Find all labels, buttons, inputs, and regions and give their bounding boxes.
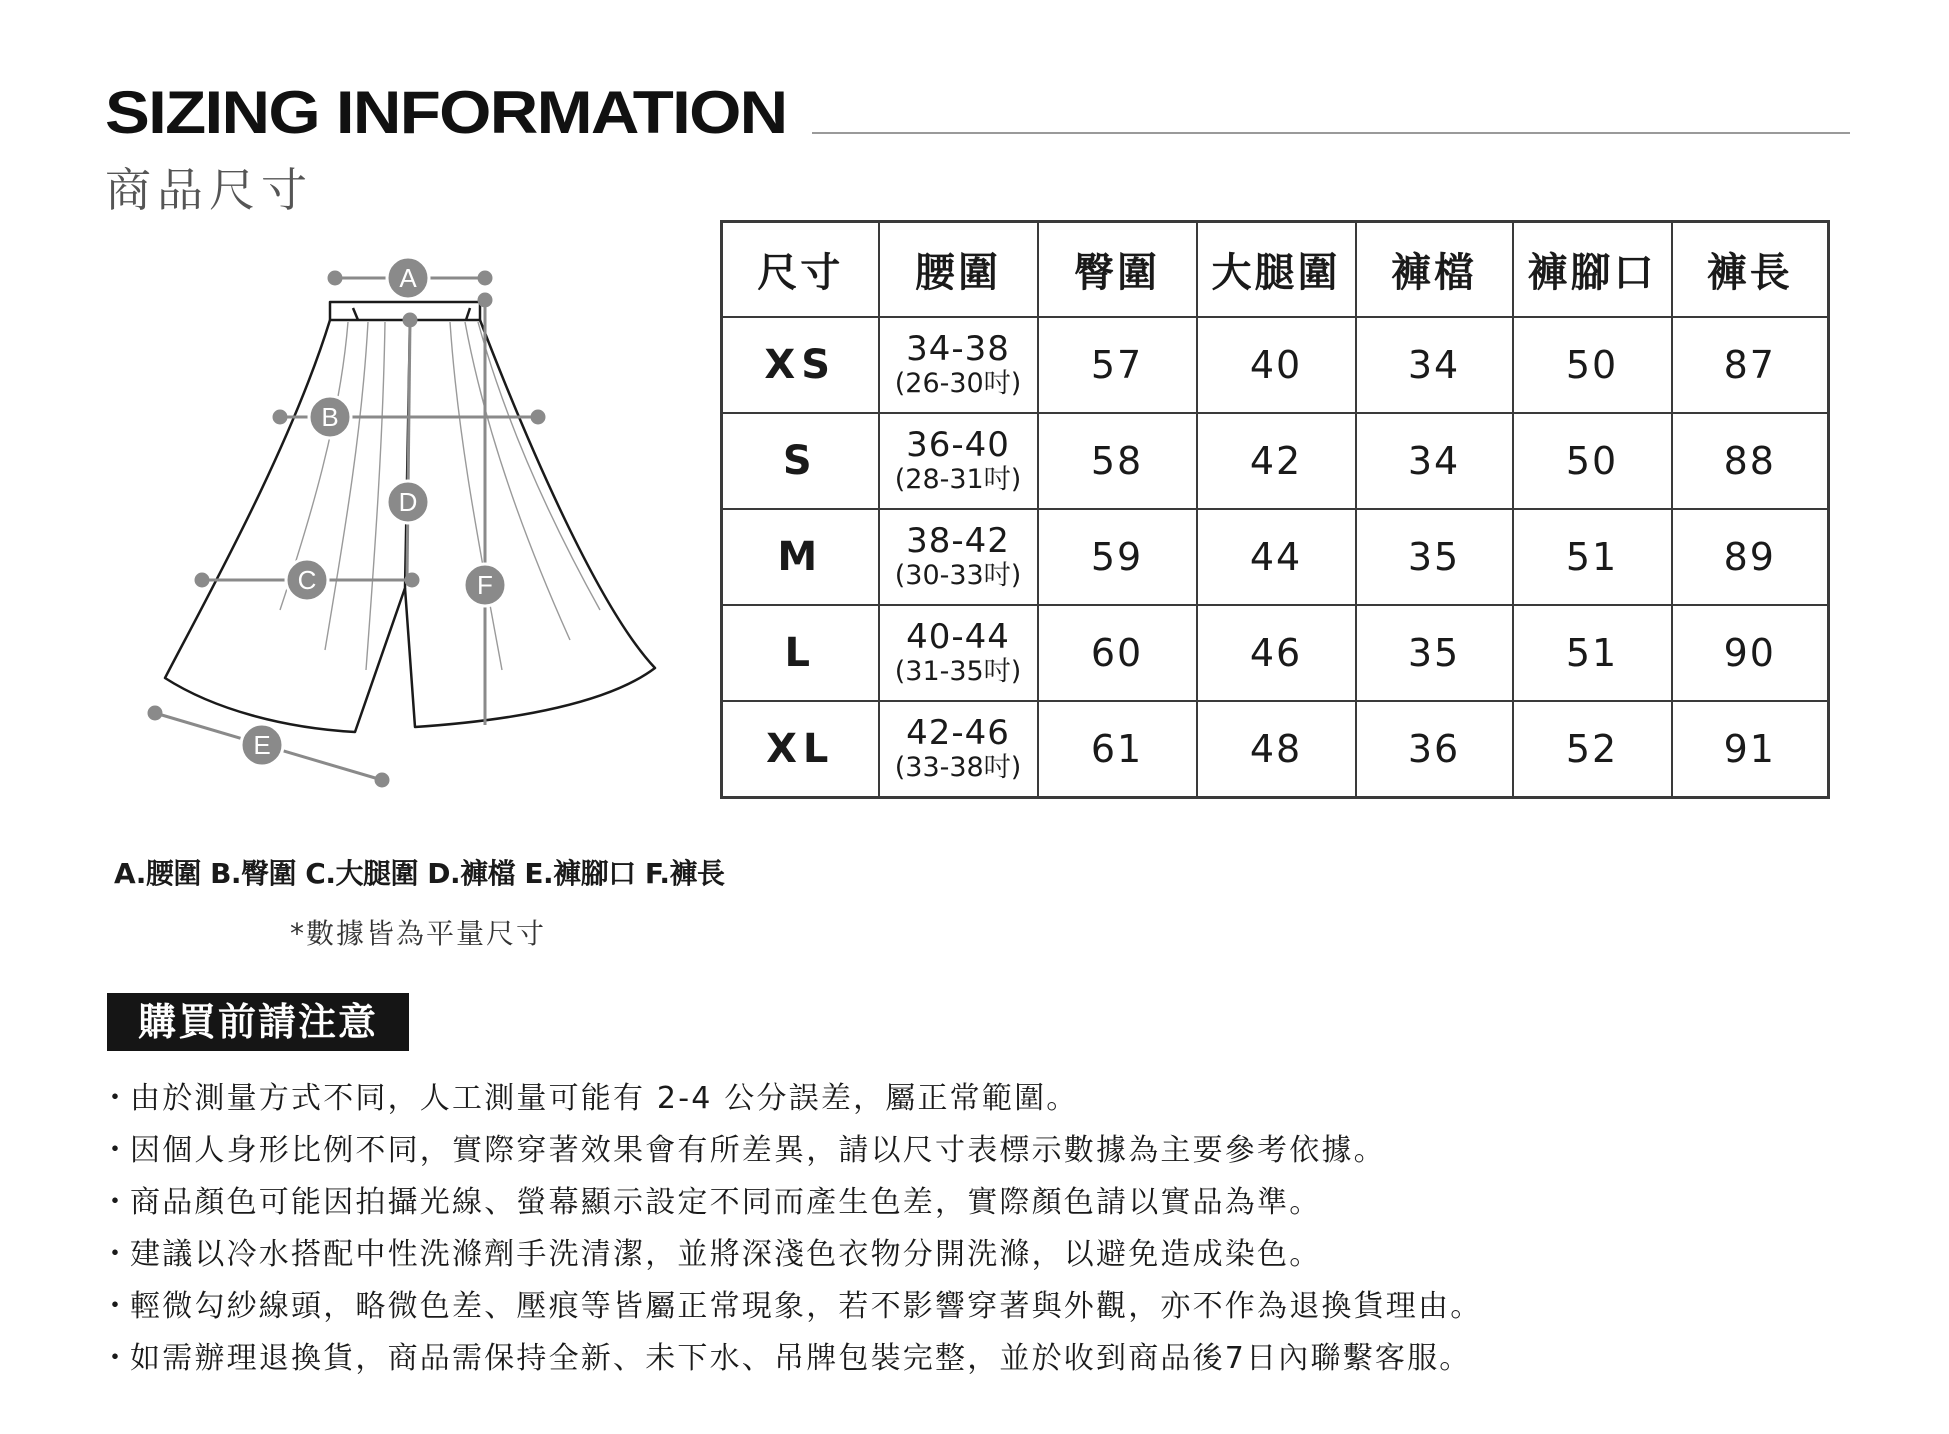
cell-waist — [879, 317, 1038, 413]
cell-thigh: 48 — [1197, 701, 1356, 798]
cell-waist — [879, 605, 1038, 701]
table-header-row — [722, 222, 1829, 318]
table-row — [722, 509, 1829, 605]
cell-hem: 50 — [1513, 413, 1672, 509]
marker-c-label: C — [297, 565, 317, 595]
cell-rise: 35 — [1356, 605, 1513, 701]
cell-waist-inch: (28-31吋) — [894, 464, 1022, 495]
cell-length: 88 — [1672, 413, 1829, 509]
bullet-icon: ・ — [100, 1133, 133, 1168]
list-item-text: 因個人身形比例不同，實際穿著效果會有所差異，請以尺寸表標示數據為主要參考依據。 — [130, 1133, 1386, 1168]
bullet-icon: ・ — [100, 1185, 133, 1220]
pants-pleats — [280, 322, 600, 670]
header-hip: 臀圍 — [1038, 222, 1197, 318]
header-waist: 腰圍 — [879, 222, 1038, 318]
cell-rise: 34 — [1356, 317, 1513, 413]
cell-length: 89 — [1672, 509, 1829, 605]
cell-hip: 58 — [1038, 413, 1197, 509]
cell-hip: 61 — [1038, 701, 1197, 798]
marker-b-label: B — [321, 402, 339, 432]
cell-rise: 35 — [1356, 509, 1513, 605]
notice-list — [100, 1073, 1482, 1385]
cell-thigh: 42 — [1197, 413, 1356, 509]
header-rise: 褲檔 — [1356, 222, 1513, 318]
bullet-icon: ・ — [100, 1341, 133, 1376]
cell-hip: 59 — [1038, 509, 1197, 605]
table-row — [722, 317, 1829, 413]
flat-measure-note: *數據皆為平量尺寸 — [290, 917, 547, 950]
cell-size: XS — [722, 317, 879, 413]
table-row — [722, 701, 1829, 798]
header-length: 褲長 — [1672, 222, 1829, 318]
cell-rise: 36 — [1356, 701, 1513, 798]
cell-length: 90 — [1672, 605, 1829, 701]
measurement-legend: A.腰圍 B.臀圍 C.大腿圍 D.褲檔 E.褲腳口 F.褲長 — [114, 857, 725, 890]
list-item-text: 建議以冷水搭配中性洗滌劑手洗清潔，並將深淺色衣物分開洗滌，以避免造成染色。 — [130, 1237, 1322, 1272]
bullet-icon: ・ — [100, 1081, 133, 1116]
table-row — [722, 413, 1829, 509]
cell-thigh: 46 — [1197, 605, 1356, 701]
header-thigh: 大腿圍 — [1197, 222, 1356, 318]
cell-waist-inch: (30-33吋) — [894, 560, 1022, 591]
cell-hem: 51 — [1513, 509, 1672, 605]
marker-f-label: F — [477, 570, 493, 600]
measure-lines — [149, 272, 544, 786]
cell-hem: 51 — [1513, 605, 1672, 701]
cell-waist — [879, 701, 1038, 798]
bullet-icon: ・ — [100, 1237, 133, 1272]
cell-size: S — [722, 413, 879, 509]
list-item-text: 由於測量方式不同，人工測量可能有 2-4 公分誤差，屬正常範圍。 — [130, 1081, 1079, 1116]
list-item — [100, 1125, 1482, 1177]
size-table — [720, 220, 1830, 799]
cell-size: L — [722, 605, 879, 701]
page-subtitle: 商品尺寸 — [105, 163, 313, 217]
title-divider — [812, 132, 1850, 134]
list-item — [100, 1177, 1482, 1229]
notice-title-badge: 購買前請注意 — [107, 993, 409, 1051]
list-item — [100, 1229, 1482, 1281]
list-item-text: 如需辦理退換貨，商品需保持全新、未下水、吊牌包裝完整，並於收到商品後7日內聯繫客服。 — [130, 1341, 1472, 1376]
cell-length: 91 — [1672, 701, 1829, 798]
cell-hem: 52 — [1513, 701, 1672, 798]
measure-markers — [241, 257, 506, 766]
marker-d-label: D — [398, 487, 418, 517]
cell-hem: 50 — [1513, 317, 1672, 413]
header-size: 尺寸 — [722, 222, 879, 318]
list-item — [100, 1073, 1482, 1125]
marker-e-label: E — [253, 730, 271, 760]
marker-a-label: A — [399, 263, 417, 293]
cell-waist-inch: (31-35吋) — [894, 656, 1022, 687]
cell-waist-cm: 42-46 — [906, 713, 1010, 753]
page-title: SIZING INFORMATION — [105, 79, 787, 146]
cell-thigh: 40 — [1197, 317, 1356, 413]
list-item-text: 商品顏色可能因拍攝光線、螢幕顯示設定不同而產生色差，實際顏色請以實品為準。 — [130, 1185, 1322, 1220]
list-item — [100, 1281, 1482, 1333]
bullet-icon: ・ — [100, 1289, 133, 1324]
cell-hip: 60 — [1038, 605, 1197, 701]
cell-size: M — [722, 509, 879, 605]
header-hem: 褲腳口 — [1513, 222, 1672, 318]
cell-rise: 34 — [1356, 413, 1513, 509]
pants-measurement-diagram — [140, 250, 680, 800]
list-item — [100, 1333, 1482, 1385]
cell-waist-cm: 40-44 — [906, 617, 1010, 657]
cell-waist-cm: 36-40 — [906, 425, 1010, 465]
cell-size: XL — [722, 701, 879, 798]
cell-waist-cm: 34-38 — [906, 329, 1010, 369]
cell-hip: 57 — [1038, 317, 1197, 413]
list-item-text: 輕微勾紗線頭，略微色差、壓痕等皆屬正常現象，若不影響穿著與外觀，亦不作為退換貨理由。 — [130, 1289, 1483, 1324]
cell-waist — [879, 509, 1038, 605]
cell-length: 87 — [1672, 317, 1829, 413]
cell-waist — [879, 413, 1038, 509]
cell-waist-cm: 38-42 — [906, 521, 1010, 561]
cell-waist-inch: (33-38吋) — [894, 752, 1022, 783]
cell-thigh: 44 — [1197, 509, 1356, 605]
table-row — [722, 605, 1829, 701]
cell-waist-inch: (26-30吋) — [894, 368, 1022, 399]
